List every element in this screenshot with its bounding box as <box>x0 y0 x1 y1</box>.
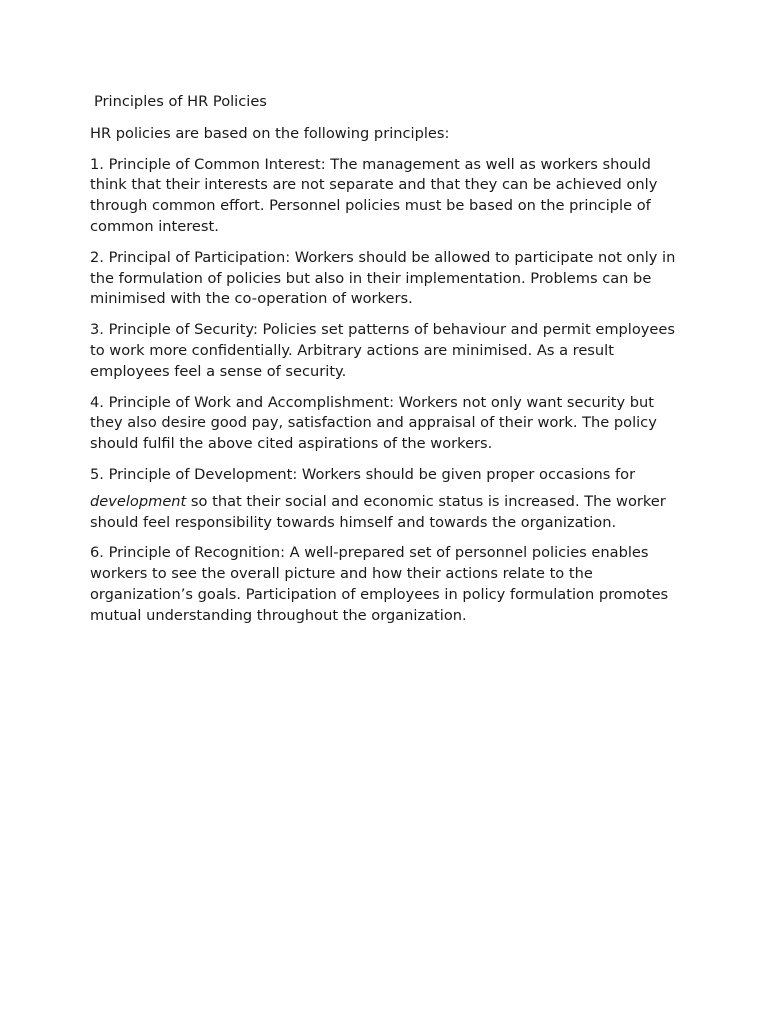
principle-work-accomplishment: 4. Principle of Work and Accomplishment: Workers not only want security but they also desire good pay, satisfaction and appraisal of their work. The policy should fulfil the above cited aspirations of the workers. <box>90 393 657 453</box>
document-title: Principles of HR Policies <box>94 93 267 110</box>
intro-paragraph: HR policies are based on the following principles: <box>90 124 450 142</box>
principle-development-rest: so that their social and economic status is increased. The worker should feel responsibility towards himself and towards the organization. <box>90 492 666 531</box>
principle-security: 3. Principle of Security: Policies set patterns of behaviour and permit employees to work more confidentially. Arbitrary actions are minimised. As a result employees feel a sense of security. <box>90 321 675 380</box>
principle-recognition: 6. Principle of Recognition: A well-prepared set of personnel policies enables workers to see the overall picture and how their actions relate to the organization’s goals. Participation of employees in policy formulation promotes mutual understanding throughout the organization. <box>90 544 669 624</box>
principle-participation: 2. Principal of Participation: Workers should be allowed to participate not only in the formulation of policies but also in their implementation. Problems can be minimised with the co-operation of workers. <box>90 248 676 308</box>
principle-development-lead: 5. Principle of Development: Workers should be given proper occasions for <box>90 465 636 483</box>
principle-common-interest: 1. Principle of Common Interest: The management as well as workers should think that their interests are not separate and that they can be achieved only through common effort. Personnel policies must be based on the principle of common interest. <box>90 155 658 235</box>
document-page <box>90 92 686 637</box>
principle-development-emphasis: development <box>90 492 187 510</box>
principle-development <box>90 465 686 533</box>
